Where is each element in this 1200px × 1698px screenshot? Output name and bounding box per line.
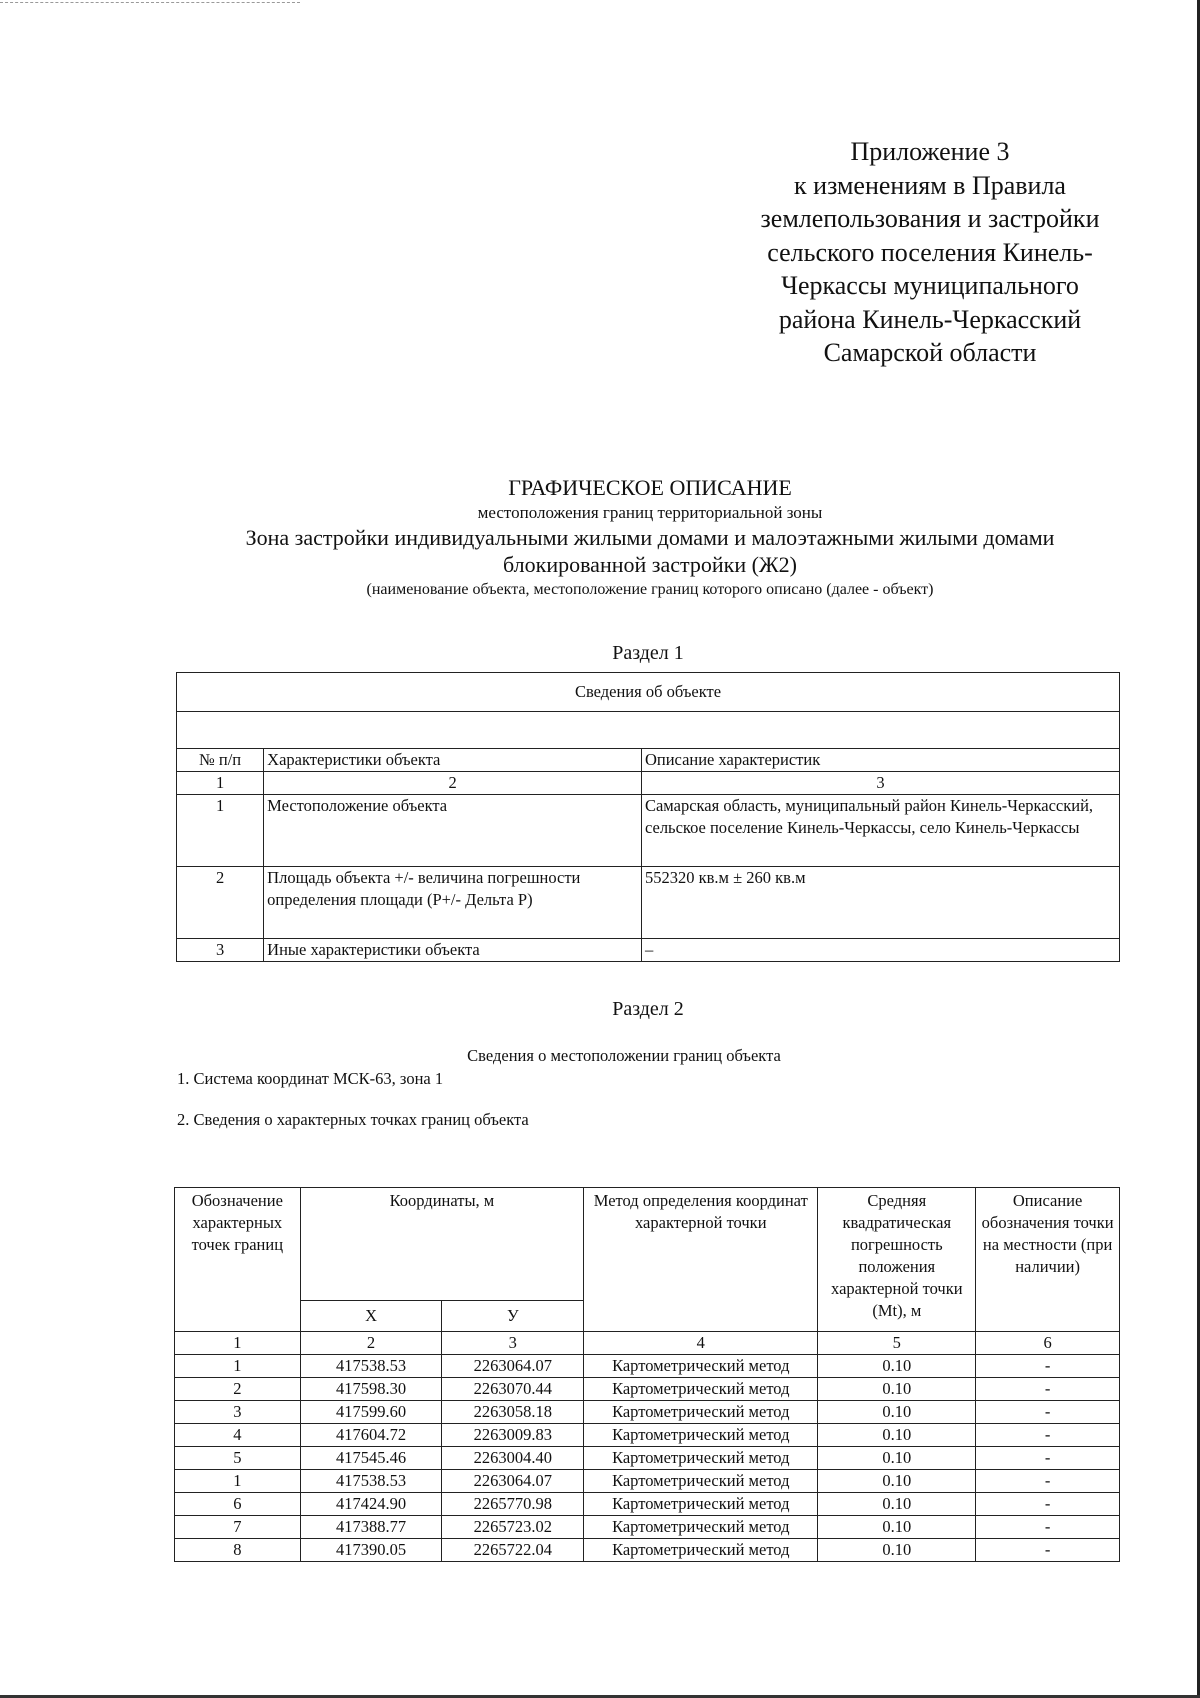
object-table-empty-row	[177, 712, 1120, 749]
section2-title: Раздел 2	[612, 998, 684, 1020]
table-row	[175, 1470, 1120, 1493]
annex-line: Приложение 3	[850, 137, 1010, 166]
point-x: 417538.53	[300, 1470, 442, 1493]
annex-line: Самарской области	[823, 338, 1037, 367]
point-description: -	[976, 1401, 1120, 1424]
point-id: 2	[175, 1378, 301, 1401]
point-method: Картометрический метод	[584, 1539, 818, 1562]
point-id: 1	[175, 1355, 301, 1378]
point-y: 2263009.83	[442, 1424, 584, 1447]
table-row	[175, 1401, 1120, 1424]
row-number: 2	[177, 867, 264, 939]
point-error: 0.10	[818, 1539, 976, 1562]
point-y: 2265770.98	[442, 1493, 584, 1516]
row-description: Самарская область, муниципальный район Кинель-Черкасский, сельское поселение Кинель-Черкассы, село Кинель-Черкассы	[641, 795, 1119, 867]
point-x: 417390.05	[300, 1539, 442, 1562]
points-heading: 2. Сведения о характерных точках границ объекта	[177, 1110, 529, 1129]
point-id: 7	[175, 1516, 301, 1539]
document-title-block	[100, 474, 1200, 602]
point-y: 2263064.07	[442, 1355, 584, 1378]
table-row	[175, 1424, 1120, 1447]
row-characteristic: Площадь объекта +/- величина погрешности определения площади (Р+/- Дельта Р)	[264, 867, 642, 939]
coordinate-system: 1. Система координат МСК-63, зона 1	[177, 1069, 444, 1088]
col-header-coords: Координаты, м	[300, 1188, 584, 1301]
col-number: 2	[300, 1332, 442, 1355]
point-method: Картометрический метод	[584, 1355, 818, 1378]
point-x: 417388.77	[300, 1516, 442, 1539]
point-error: 0.10	[818, 1447, 976, 1470]
point-error: 0.10	[818, 1424, 976, 1447]
row-characteristic: Местоположение объекта	[264, 795, 642, 867]
table-row	[175, 1378, 1120, 1401]
point-y: 2265723.02	[442, 1516, 584, 1539]
point-method: Картометрический метод	[584, 1493, 818, 1516]
table-row	[177, 795, 1120, 867]
document-title: ГРАФИЧЕСКОЕ ОПИСАНИЕ	[508, 475, 792, 500]
col-header-description: Описание характеристик	[641, 749, 1119, 772]
col-number: 6	[976, 1332, 1120, 1355]
point-id: 4	[175, 1424, 301, 1447]
col-number: 2	[264, 772, 642, 795]
section2-caption: Сведения о местоположении границ объекта	[467, 1046, 781, 1065]
annex-line: сельского поселения Кинель-	[767, 237, 1093, 267]
col-header-method: Метод определения координат характерной точки	[584, 1188, 818, 1332]
object-note: (наименование объекта, местоположение границ которого описано (далее - объект)	[366, 581, 934, 598]
top-scan-rule	[0, 2, 300, 3]
point-id: 6	[175, 1493, 301, 1516]
col-header-point: Обозначение характерных точек границ	[175, 1188, 301, 1332]
row-description: 552320 кв.м ± 260 кв.м	[641, 867, 1119, 939]
table-row	[175, 1355, 1120, 1378]
point-y: 2263058.18	[442, 1401, 584, 1424]
point-description: -	[976, 1378, 1120, 1401]
table-row	[175, 1516, 1120, 1539]
annex-line: Черкассы муниципального	[781, 271, 1079, 300]
point-error: 0.10	[818, 1378, 976, 1401]
point-description: -	[976, 1447, 1120, 1470]
annex-line: района Кинель-Черкасский	[778, 304, 1082, 334]
point-id: 8	[175, 1539, 301, 1562]
zone-name-line2: блокированной застройки (Ж2)	[503, 552, 797, 577]
row-number: 3	[177, 939, 264, 962]
table-col-number-row	[177, 772, 1120, 795]
col-number: 1	[175, 1332, 301, 1355]
zone-name-line1: Зона застройки индивидуальными жилыми домами и малоэтажными жилыми домами	[245, 525, 1055, 550]
point-x: 417599.60	[300, 1401, 442, 1424]
boundary-points-table	[174, 1187, 1120, 1562]
row-characteristic: Иные характеристики объекта	[264, 939, 642, 962]
row-description: –	[641, 939, 1119, 962]
point-description: -	[976, 1493, 1120, 1516]
annex-line: к изменениям в Правила	[794, 170, 1066, 200]
table-row	[175, 1539, 1120, 1562]
table-header-row	[177, 749, 1120, 772]
point-x: 417604.72	[300, 1424, 442, 1447]
table-row	[175, 1447, 1120, 1470]
col-header-characteristic: Характеристики объекта	[264, 749, 642, 772]
point-description: -	[976, 1516, 1120, 1539]
col-header-x: X	[300, 1301, 442, 1332]
col-number: 1	[177, 772, 264, 795]
row-number: 1	[177, 795, 264, 867]
point-method: Картометрический метод	[584, 1401, 818, 1424]
table-row	[175, 1493, 1120, 1516]
point-error: 0.10	[818, 1470, 976, 1493]
point-description: -	[976, 1470, 1120, 1493]
point-x: 417598.30	[300, 1378, 442, 1401]
point-y: 2263064.07	[442, 1470, 584, 1493]
point-x: 417424.90	[300, 1493, 442, 1516]
col-header-error: Средняя квадратическая погрешность положения характерной точки (Mt), м	[818, 1188, 976, 1332]
document-subtitle: местоположения границ территориальной зоны	[477, 503, 823, 522]
col-header-y: У	[442, 1301, 584, 1332]
col-number: 4	[584, 1332, 818, 1355]
point-x: 417538.53	[300, 1355, 442, 1378]
point-error: 0.10	[818, 1401, 976, 1424]
object-table-title: Сведения об объекте	[177, 673, 1120, 712]
col-number: 3	[442, 1332, 584, 1355]
point-error: 0.10	[818, 1516, 976, 1539]
point-method: Картометрический метод	[584, 1470, 818, 1493]
col-header-number: № п/п	[177, 749, 264, 772]
section1-title: Раздел 1	[612, 642, 684, 664]
col-header-description: Описание обозначения точки на местности (при наличии)	[976, 1188, 1120, 1332]
point-description: -	[976, 1355, 1120, 1378]
point-id: 5	[175, 1447, 301, 1470]
point-x: 417545.46	[300, 1447, 442, 1470]
point-id: 3	[175, 1401, 301, 1424]
point-y: 2263004.40	[442, 1447, 584, 1470]
point-error: 0.10	[818, 1355, 976, 1378]
point-y: 2263070.44	[442, 1378, 584, 1401]
point-method: Картометрический метод	[584, 1447, 818, 1470]
col-number: 5	[818, 1332, 976, 1355]
annex-line: землепользования и застройки	[760, 204, 1100, 233]
point-error: 0.10	[818, 1493, 976, 1516]
point-id: 1	[175, 1470, 301, 1493]
annex-heading	[720, 135, 1140, 370]
point-description: -	[976, 1539, 1120, 1562]
table-row	[177, 867, 1120, 939]
point-method: Картометрический метод	[584, 1516, 818, 1539]
point-method: Картометрический метод	[584, 1378, 818, 1401]
table-row	[177, 939, 1120, 962]
object-info-table	[176, 672, 1120, 962]
point-y: 2265722.04	[442, 1539, 584, 1562]
point-description: -	[976, 1424, 1120, 1447]
table-col-number-row	[175, 1332, 1120, 1355]
point-method: Картометрический метод	[584, 1424, 818, 1447]
col-number: 3	[641, 772, 1119, 795]
